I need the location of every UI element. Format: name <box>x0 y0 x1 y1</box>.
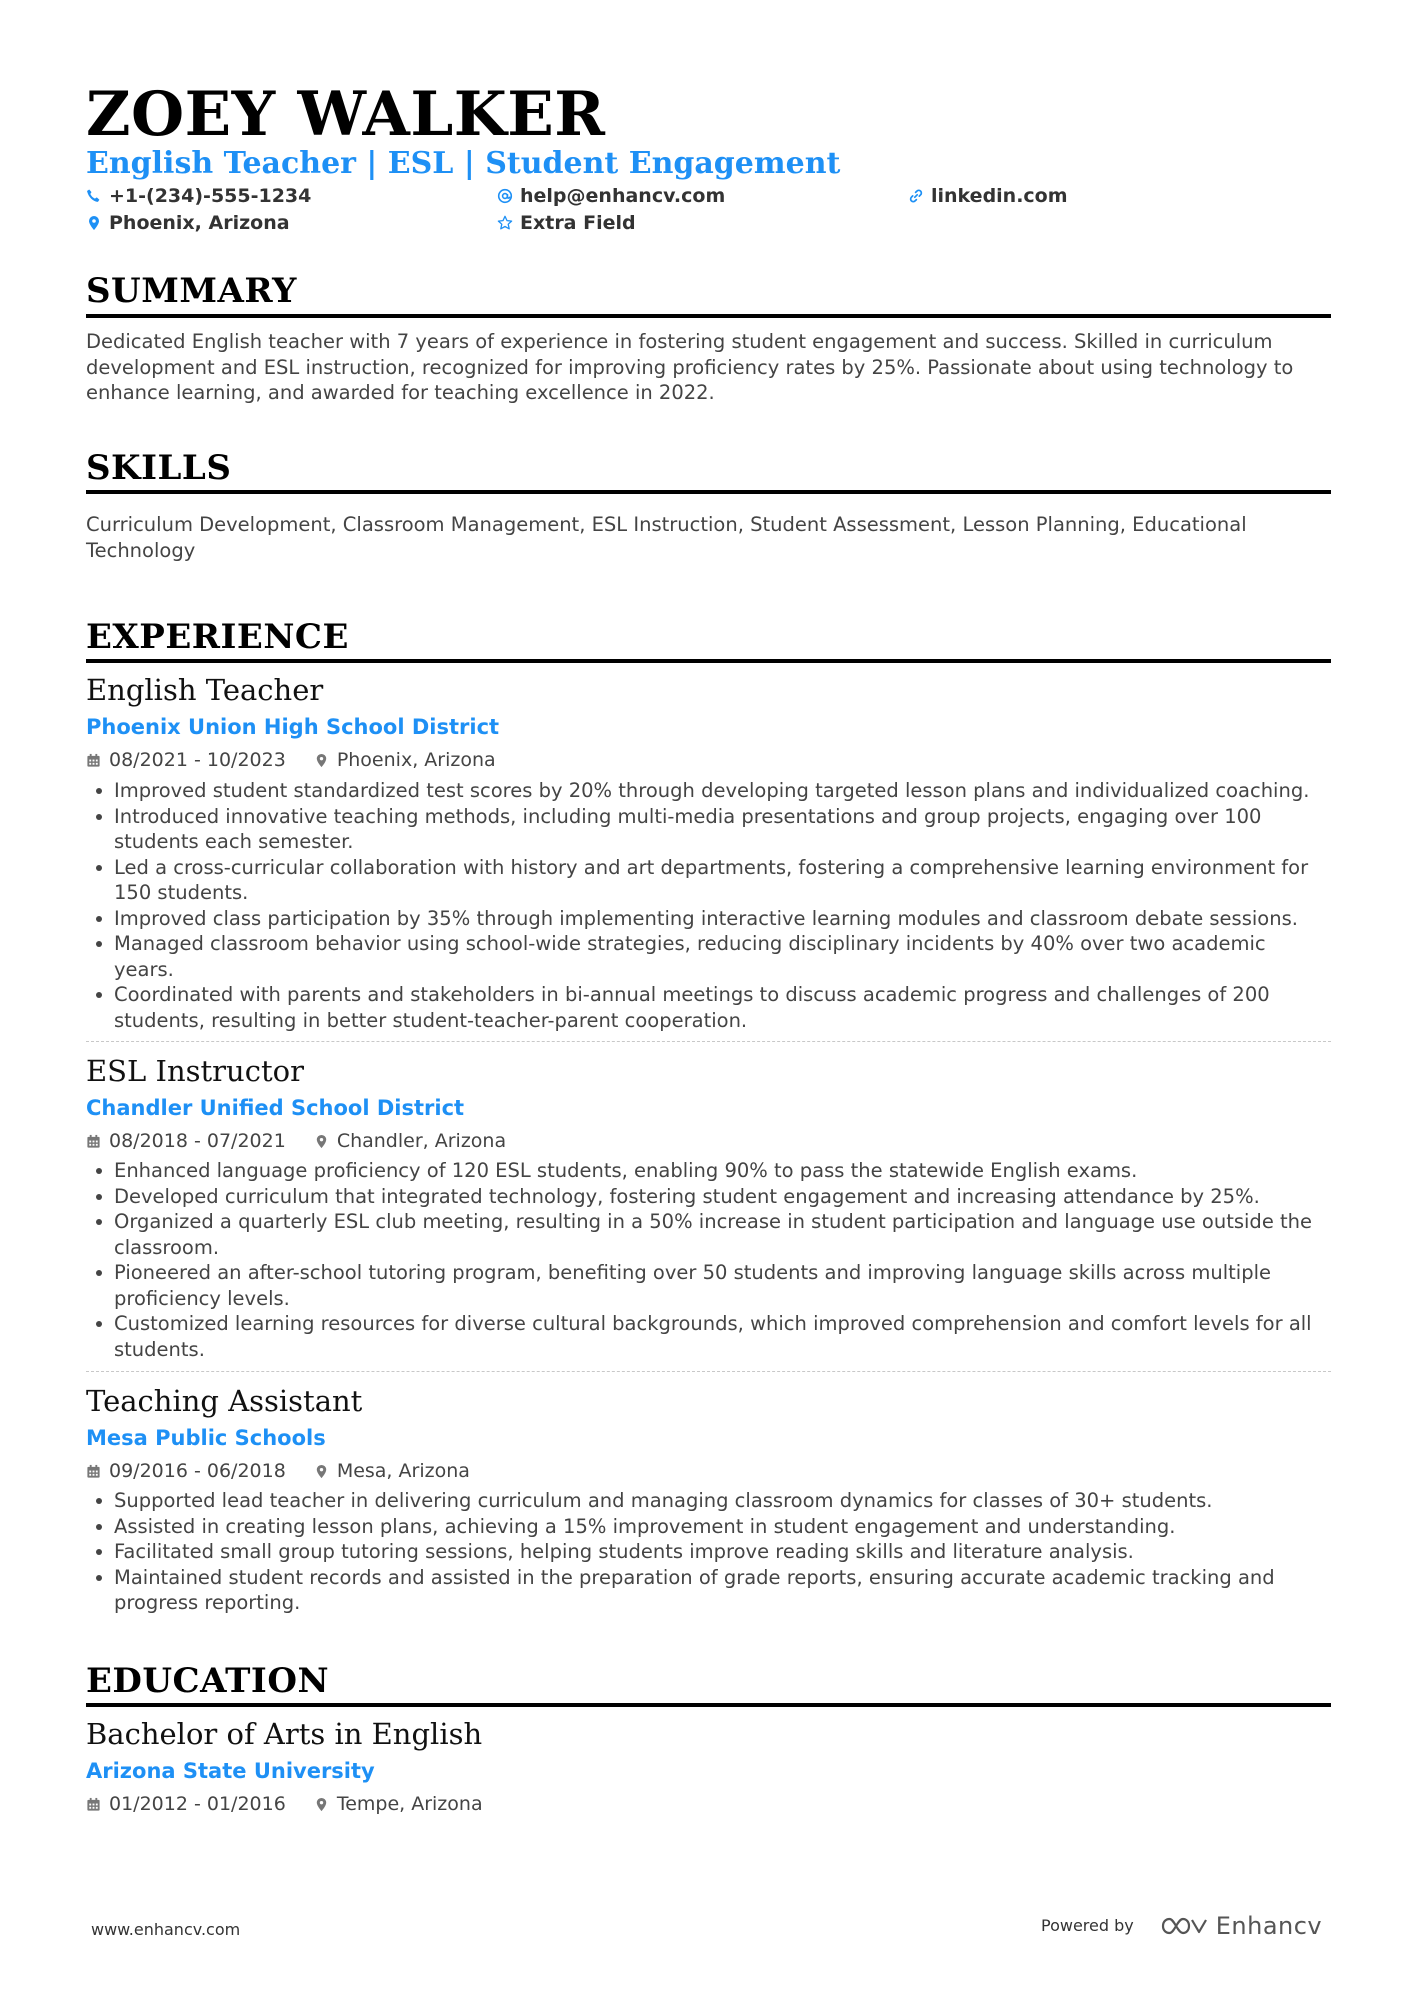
job-bullets <box>86 778 1331 1033</box>
list-item: Led a cross-curricular collaboration with history and art departments, fostering a comprehensive learning environment for 150 students. <box>86 855 1331 906</box>
list-item: Organized a quarterly ESL club meeting, resulting in a 50% increase in student participation and language use outside the classroom. <box>86 1209 1331 1260</box>
list-item: Customized learning resources for diverse cultural backgrounds, which improved comprehension and comfort levels for all students. <box>86 1311 1331 1362</box>
job-title: ESL Instructor <box>86 1054 304 1088</box>
calendar-icon <box>86 1797 101 1812</box>
job-dates: 08/2018 - 07/2021 <box>109 1130 286 1152</box>
map-pin-icon <box>86 215 102 231</box>
calendar-icon <box>86 753 101 768</box>
email-text: help@enhancv.com <box>520 185 726 207</box>
map-pin-icon <box>314 753 329 768</box>
link-icon <box>908 188 924 204</box>
map-pin-icon <box>314 1797 329 1812</box>
skills-divider <box>86 490 1331 494</box>
candidate-headline: English Teacher | ESL | Student Engagement <box>86 146 841 181</box>
job-separator <box>86 1371 1331 1372</box>
map-pin-icon <box>314 1464 329 1479</box>
skills-heading: SKILLS <box>86 448 232 488</box>
company-name: Mesa Public Schools <box>86 1426 326 1450</box>
location-text: Phoenix, Arizona <box>109 212 290 234</box>
footer-branding <box>1041 1912 1322 1940</box>
job-dates: 09/2016 - 06/2018 <box>109 1460 286 1482</box>
education-location: Tempe, Arizona <box>336 1793 483 1815</box>
experience-divider <box>86 659 1331 663</box>
education-meta <box>86 1792 483 1816</box>
brand-name: Enhancv <box>1215 1912 1323 1940</box>
list-item: Developed curriculum that integrated technology, fostering student engagement and increasing attendance by 25%. <box>86 1184 1331 1210</box>
education-heading: EDUCATION <box>86 1661 330 1701</box>
contact-linkedin[interactable] <box>908 184 1068 208</box>
job-dates: 08/2021 - 10/2023 <box>109 749 286 771</box>
powered-by-label: Powered by <box>1041 1916 1134 1935</box>
enhancv-logo[interactable] <box>1160 1912 1322 1940</box>
enhancv-logo-icon <box>1160 1914 1208 1938</box>
job-title: Teaching Assistant <box>86 1384 363 1418</box>
extra-text: Extra Field <box>520 212 636 234</box>
list-item: Enhanced language proficiency of 120 ESL students, enabling 90% to pass the statewide English exams. <box>86 1158 1331 1184</box>
job-location: Phoenix, Arizona <box>336 749 496 771</box>
star-icon <box>497 215 513 231</box>
job-bullets <box>86 1488 1331 1616</box>
job-title: English Teacher <box>86 673 324 707</box>
summary-divider <box>86 314 1331 318</box>
list-item: Coordinated with parents and stakeholders in bi-annual meetings to discuss academic progress and challenges of 200 students, resulting in better student-teacher-parent cooperation. <box>86 982 1331 1033</box>
job-meta <box>86 1459 470 1483</box>
education-divider <box>86 1703 1331 1707</box>
list-item: Improved student standardized test scores by 20% through developing targeted lesson plans and individualized coaching. <box>86 778 1331 804</box>
list-item: Facilitated small group tutoring sessions, helping students improve reading skills and literature analysis. <box>86 1539 1331 1565</box>
list-item: Assisted in creating lesson plans, achieving a 15% improvement in student engagement and understanding. <box>86 1514 1331 1540</box>
footer-website-link[interactable]: www.enhancv.com <box>91 1920 241 1939</box>
job-meta <box>86 1129 506 1153</box>
calendar-icon <box>86 1464 101 1479</box>
list-item: Pioneered an after-school tutoring program, benefiting over 50 students and improving language skills across multiple proficiency levels. <box>86 1260 1331 1311</box>
summary-heading: SUMMARY <box>86 271 297 311</box>
list-item: Supported lead teacher in delivering curriculum and managing classroom dynamics for classes of 30+ students. <box>86 1488 1331 1514</box>
candidate-name: ZOEY WALKER <box>86 79 606 150</box>
degree-title: Bachelor of Arts in English <box>86 1717 483 1751</box>
job-separator <box>86 1041 1331 1042</box>
job-location: Mesa, Arizona <box>336 1460 470 1482</box>
list-item: Introduced innovative teaching methods, including multi-media presentations and group projects, engaging over 100 students each semester. <box>86 804 1331 855</box>
summary-text: Dedicated English teacher with 7 years of experience in fostering student engagement and success. Skilled in curriculum development and ESL instruction, recognized for improving proficiency rates by 25%. Passionate about using technology to enhance learning, and awarded for teaching excellence in 2022. <box>86 330 1294 404</box>
phone-icon <box>86 188 102 204</box>
contact-email[interactable] <box>497 184 725 208</box>
calendar-icon <box>86 1134 101 1149</box>
linkedin-text: linkedin.com <box>931 185 1068 207</box>
education-dates: 01/2012 - 01/2016 <box>109 1793 286 1815</box>
job-meta <box>86 748 496 772</box>
list-item: Maintained student records and assisted in the preparation of grade reports, ensuring accurate academic tracking and progress reporting. <box>86 1565 1331 1616</box>
job-location: Chandler, Arizona <box>336 1130 507 1152</box>
phone-text: +1-(234)-555-1234 <box>109 185 312 207</box>
job-bullets <box>86 1158 1331 1362</box>
contact-location <box>86 211 290 235</box>
experience-heading: EXPERIENCE <box>86 617 349 657</box>
list-item: Improved class participation by 35% through implementing interactive learning modules and classroom debate sessions. <box>86 906 1331 932</box>
school-name: Arizona State University <box>86 1759 375 1783</box>
skills-text: Curriculum Development, Classroom Management, ESL Instruction, Student Assessment, Lesson Planning, Educational Technology <box>86 513 1247 562</box>
company-name: Chandler Unified School District <box>86 1096 465 1120</box>
contact-extra <box>497 211 636 235</box>
company-name: Phoenix Union High School District <box>86 715 500 739</box>
at-icon <box>497 188 513 204</box>
contact-phone[interactable] <box>86 184 311 208</box>
map-pin-icon <box>314 1134 329 1149</box>
list-item: Managed classroom behavior using school-wide strategies, reducing disciplinary incidents by 40% over two academic years. <box>86 931 1331 982</box>
